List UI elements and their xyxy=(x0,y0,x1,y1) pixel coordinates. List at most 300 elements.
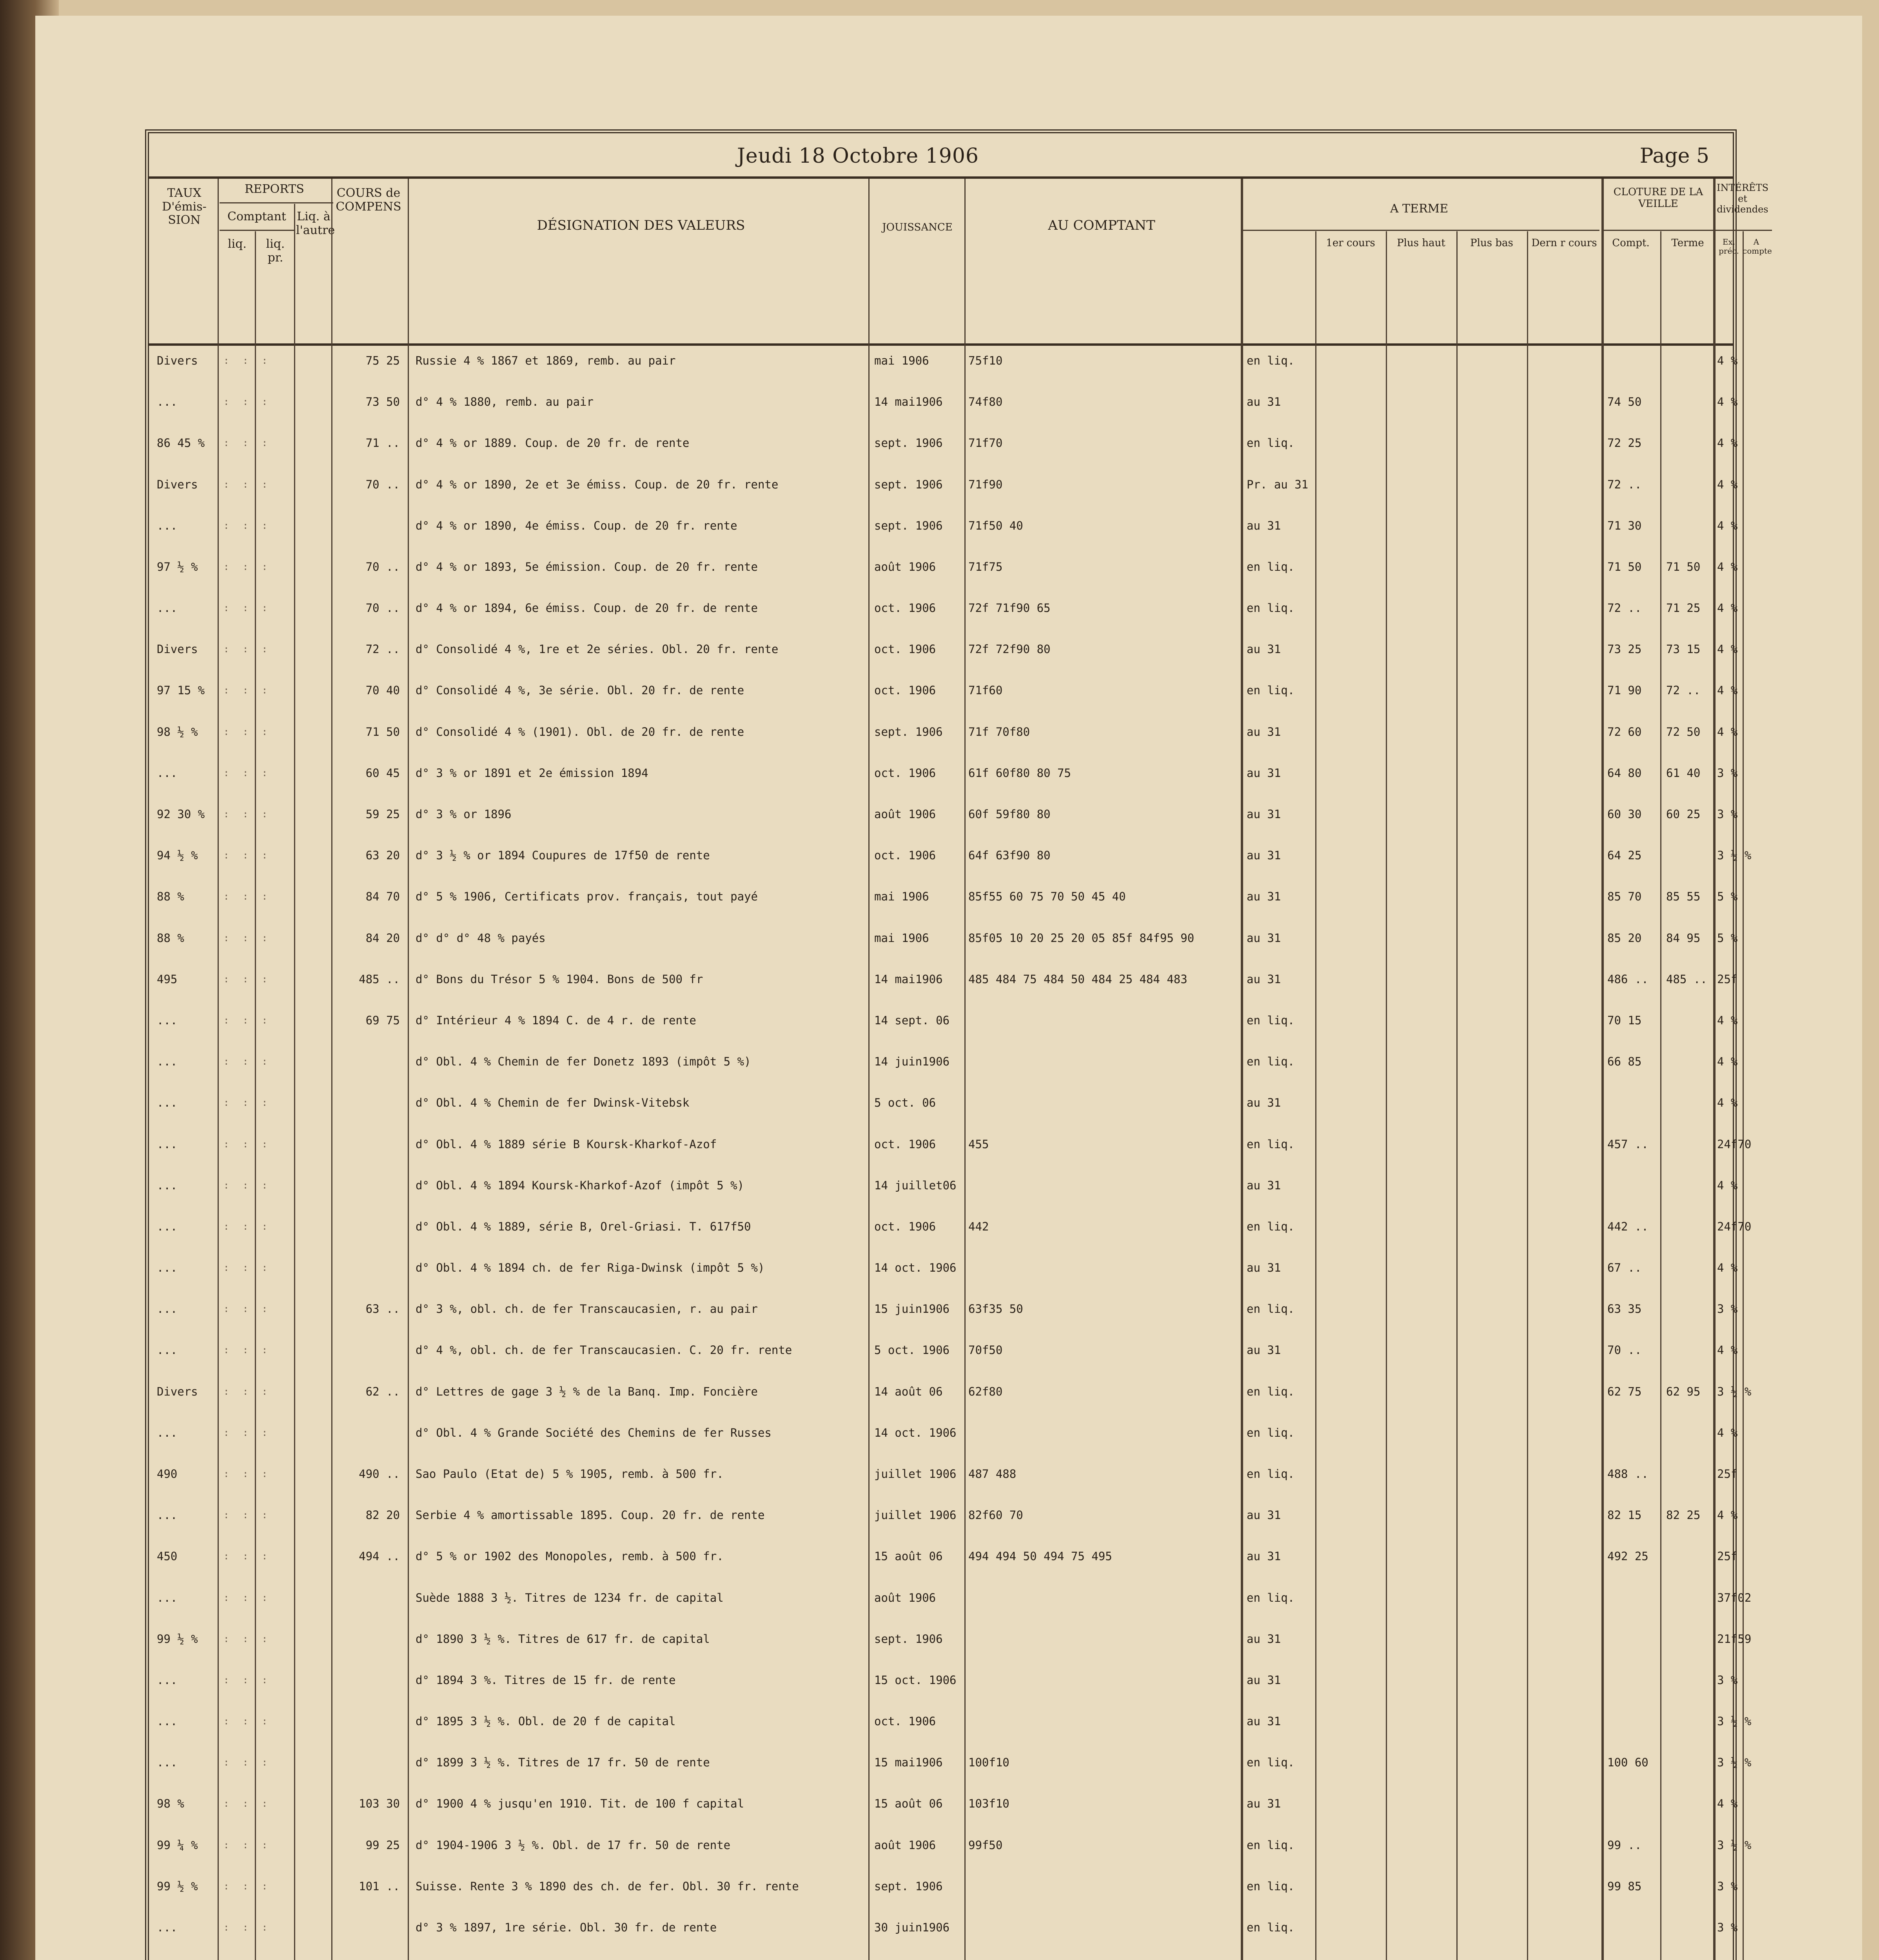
report-leaders: : : : xyxy=(223,1386,272,1397)
col-reports: REPORTS xyxy=(245,182,304,196)
row-cloture-terme: 84 95 xyxy=(1666,931,1701,945)
table-row xyxy=(149,1338,1738,1362)
col-jouissance: JOUISSANCE xyxy=(882,221,953,233)
row-designation: Suède 1888 3 ½. Titres de 1234 fr. de capital xyxy=(416,1591,724,1604)
row-cloture-compt: 60 30 xyxy=(1607,808,1642,821)
row-designation: d° 1904-1906 3 ½ %. Obl. de 17 fr. 50 de rente xyxy=(416,1838,731,1852)
table-row xyxy=(149,1875,1738,1898)
row-taux: 99 ½ % xyxy=(157,1879,198,1893)
report-leaders: : : : xyxy=(223,932,272,944)
row-cours: 72 .. xyxy=(365,642,400,656)
row-terme: au 31 xyxy=(1247,1632,1281,1646)
row-interet: 25f xyxy=(1717,972,1738,986)
row-designation: d° Obl. 4 % 1894 ch. de fer Riga-Dwinsk (impôt 5 %) xyxy=(416,1261,765,1275)
report-leaders: : : : xyxy=(223,809,272,820)
row-cours: 70 .. xyxy=(365,560,400,573)
row-taux: ... xyxy=(157,1921,178,1935)
row-interet: 25f xyxy=(1717,1467,1738,1481)
row-interet: 4 % xyxy=(1717,519,1738,532)
row-cloture-compt: 62 75 xyxy=(1607,1385,1642,1398)
row-jouissance: 5 oct. 1906 xyxy=(874,1343,950,1357)
row-taux: ... xyxy=(157,1715,178,1728)
report-leaders: : : : xyxy=(223,1345,272,1356)
row-designation xyxy=(416,1957,866,1960)
row-designation: d° Consolidé 4 % (1901). Obl. de 20 fr. de rente xyxy=(416,725,744,739)
table-row xyxy=(149,926,1738,950)
report-leaders: : : : xyxy=(223,1180,272,1191)
table-row xyxy=(149,1586,1752,1610)
row-cours: 70 .. xyxy=(365,477,400,491)
row-cloture-compt: 74 50 xyxy=(1607,395,1642,409)
report-leaders: : : : xyxy=(223,1014,272,1026)
row-terme: au 31 xyxy=(1247,1508,1281,1522)
row-terme: au 31 xyxy=(1247,519,1281,532)
report-leaders: : : : xyxy=(223,1716,272,1727)
table-row xyxy=(149,1380,1752,1403)
report-leaders: : : : xyxy=(223,1839,272,1851)
row-terme: au 31 xyxy=(1247,972,1281,986)
row-designation: d° 4 % 1880, remb. au pair xyxy=(416,395,594,409)
row-terme: au 31 xyxy=(1247,1673,1281,1687)
row-comptant: 99f50 xyxy=(968,1838,1003,1852)
row-jouissance: oct. 1906 xyxy=(874,684,936,697)
table-row xyxy=(149,1627,1752,1651)
row-designation: d° 1890 3 ½ %. Titres de 617 fr. de capital xyxy=(416,1632,710,1646)
row-cloture-compt: 73 25 xyxy=(1607,642,1642,656)
row-terme: au 31 xyxy=(1247,395,1281,409)
row-taux: 495 xyxy=(157,972,178,986)
table-row xyxy=(149,802,1738,826)
row-jouissance: 14 août 06 xyxy=(874,1385,943,1398)
row-comptant: 70f50 xyxy=(968,1343,1003,1357)
row-cours: 60 45 xyxy=(365,766,400,780)
row-comptant: 71f 70f80 xyxy=(968,725,1030,739)
table-row xyxy=(149,596,1738,620)
row-cloture-terme: 85 55 xyxy=(1666,890,1701,904)
report-leaders: : : : xyxy=(223,1922,272,1933)
row-cloture-terme: 485 .. xyxy=(1666,972,1707,986)
table-row xyxy=(149,637,1738,661)
row-designation: d° Obl. 4 % Chemin de fer Donetz 1893 (impôt 5 %) xyxy=(416,1055,751,1069)
row-comptant xyxy=(968,1957,1235,1960)
report-leaders: : : : xyxy=(223,1510,272,1521)
report-leaders: : : : xyxy=(223,1551,272,1562)
col-cours: COURS de COMPENS xyxy=(336,186,401,214)
row-taux: 94 ½ % xyxy=(157,849,198,862)
row-designation: d° 4 % or 1890, 4e émiss. Coup. de 20 fr. rente xyxy=(416,519,737,532)
row-interet: 4 % xyxy=(1717,1055,1738,1069)
row-taux: 99 ¼ % xyxy=(157,1838,198,1852)
col-liq2: liq. pr. xyxy=(266,237,285,265)
row-interet: 4 % xyxy=(1717,1013,1738,1027)
table-row xyxy=(149,514,1738,537)
row-interet: 4 % xyxy=(1717,1426,1738,1439)
row-taux: ... xyxy=(157,1302,178,1316)
row-cours: 84 20 xyxy=(365,931,400,945)
row-interet: 24f70 xyxy=(1717,1220,1752,1233)
row-designation: d° Consolidé 4 %, 1re et 2e séries. Obl. 20 fr. rente xyxy=(416,642,779,656)
row-cours: 71 50 xyxy=(365,725,400,739)
row-interet: 37f02 xyxy=(1717,1591,1752,1604)
row-cloture-compt: 85 20 xyxy=(1607,931,1642,945)
row-jouissance: 14 juin1906 xyxy=(874,1055,950,1069)
row-terme: Pr. au 31 xyxy=(1247,477,1309,491)
row-terme: en liq. xyxy=(1247,354,1295,367)
table-row xyxy=(149,1009,1738,1032)
row-terme: en liq. xyxy=(1247,1426,1295,1439)
row-jouissance: 14 oct. 1906 xyxy=(874,1426,957,1439)
row-taux: ... xyxy=(157,1220,178,1233)
row-designation: d° 3 ½ % or 1894 Coupures de 17f50 de rente xyxy=(416,849,710,862)
row-taux: 97 ½ % xyxy=(157,560,198,573)
page-header xyxy=(149,133,1733,179)
row-comptant: 455 xyxy=(968,1137,989,1151)
row-jouissance: mai 1906 xyxy=(874,890,929,904)
row-taux: ... xyxy=(157,395,178,409)
row-taux: 92 30 % xyxy=(157,808,205,821)
table-row xyxy=(149,1215,1752,1238)
newspaper-page xyxy=(35,16,1862,1960)
row-designation: Russie 4 % 1867 et 1869, remb. au pair xyxy=(416,354,676,367)
row-cloture-terme: 61 40 xyxy=(1666,766,1701,780)
row-designation: d° Obl. 4 % 1894 Koursk-Kharkof-Azof (impôt 5 %) xyxy=(416,1178,744,1192)
row-cloture-terme: 72 .. xyxy=(1666,684,1701,697)
col-plus-haut: Plus haut xyxy=(1397,237,1445,249)
row-cours: 70 40 xyxy=(365,684,400,697)
row-jouissance: oct. 1906 xyxy=(874,1715,936,1728)
row-designation: Serbie 4 % amortissable 1895. Coup. 20 fr. de rente xyxy=(416,1508,765,1522)
row-cours xyxy=(333,1957,400,1960)
row-interet: 4 % xyxy=(1717,560,1738,573)
row-taux: 98 % xyxy=(157,1797,184,1811)
row-taux: ... xyxy=(157,1137,178,1151)
row-designation: d° 4 %, obl. ch. de fer Transcaucasien. C. 20 fr. rente xyxy=(416,1343,792,1357)
row-interet: 4 % xyxy=(1717,601,1738,615)
row-jouissance: sept. 1906 xyxy=(874,519,943,532)
row-comptant: 485 484 75 484 50 484 25 484 483 xyxy=(968,972,1187,986)
column-headers xyxy=(149,179,1772,346)
row-cours: 490 .. xyxy=(359,1467,400,1481)
row-taux: 450 xyxy=(157,1550,178,1563)
report-leaders: : : : xyxy=(223,1262,272,1274)
row-comptant: 60f 59f80 80 xyxy=(968,808,1051,821)
row-comptant: 71f60 xyxy=(968,684,1003,697)
row-jouissance: mai 1906 xyxy=(874,931,929,945)
row-terme: au 31 xyxy=(1247,1343,1281,1357)
row-taux: 99 ½ % xyxy=(157,1632,198,1646)
row-cours: 82 20 xyxy=(365,1508,400,1522)
table-row xyxy=(149,1751,1752,1774)
row-comptant: 71f70 xyxy=(968,436,1003,450)
row-comptant: 75f10 xyxy=(968,354,1003,367)
row-interet: 3 % xyxy=(1717,1879,1738,1893)
row-jouissance: sept. 1906 xyxy=(874,436,943,450)
row-jouissance: 15 oct. 1906 xyxy=(874,1673,957,1687)
row-cours: 71 .. xyxy=(365,436,400,450)
row-designation: d° 3 % or 1891 et 2e émission 1894 xyxy=(416,766,648,780)
row-comptant: 100f10 xyxy=(968,1756,1009,1769)
row-jouissance: août 1906 xyxy=(874,1838,936,1852)
row-cloture-terme: 72 50 xyxy=(1666,725,1701,739)
row-interet: 3 % xyxy=(1717,1921,1738,1935)
row-jouissance: sept. 1906 xyxy=(874,1632,943,1646)
row-terme xyxy=(1247,1957,1313,1960)
row-cloture-compt: 85 70 xyxy=(1607,890,1642,904)
row-cours: 69 75 xyxy=(365,1013,400,1027)
row-jouissance: 15 août 06 xyxy=(874,1797,943,1811)
row-jouissance: oct. 1906 xyxy=(874,849,936,862)
row-taux: 97 15 % xyxy=(157,684,205,697)
row-comptant: 85f55 60 75 70 50 45 40 xyxy=(968,890,1126,904)
row-taux: 88 % xyxy=(157,890,184,904)
row-terme: en liq. xyxy=(1247,1879,1295,1893)
row-comptant: 103f10 xyxy=(968,1797,1009,1811)
report-leaders: : : : xyxy=(223,850,272,861)
col-taux: TAUX D'émis- SION xyxy=(162,186,207,227)
table-row xyxy=(149,1833,1752,1857)
table-row xyxy=(149,1916,1738,1939)
row-taux: ... xyxy=(157,601,178,615)
row-interet: 4 % xyxy=(1717,1343,1738,1357)
row-designation: d° 4 % or 1889. Coup. de 20 fr. de rente xyxy=(416,436,690,450)
row-jouissance: août 1906 xyxy=(874,808,936,821)
table-row xyxy=(149,1792,1738,1815)
row-designation: d° 4 % or 1893, 5e émission. Coup. de 20 fr. rente xyxy=(416,560,758,573)
row-cours: 75 25 xyxy=(365,354,400,367)
row-interet: 4 % xyxy=(1717,1096,1738,1110)
row-cloture-compt: 64 25 xyxy=(1607,849,1642,862)
row-taux: ... xyxy=(157,1261,178,1275)
row-terme: en liq. xyxy=(1247,436,1295,450)
table-row xyxy=(149,473,1738,496)
row-interet: 4 % xyxy=(1717,1508,1738,1522)
row-designation: d° Bons du Trésor 5 % 1904. Bons de 500 fr xyxy=(416,972,703,986)
row-interet: 4 % xyxy=(1717,477,1738,491)
col-liq1: liq. xyxy=(228,237,247,251)
table-row xyxy=(149,1091,1738,1114)
row-comptant: 82f60 70 xyxy=(968,1508,1023,1522)
row-designation: d° Lettres de gage 3 ½ % de la Banq. Imp. Foncière xyxy=(416,1385,758,1398)
row-taux: 490 xyxy=(157,1467,178,1481)
row-jouissance: 14 mai1906 xyxy=(874,972,943,986)
row-taux: Divers xyxy=(157,477,198,491)
row-terme: en liq. xyxy=(1247,1467,1295,1481)
row-designation: d° Intérieur 4 % 1894 C. de 4 r. de rente xyxy=(416,1013,696,1027)
row-jouissance: oct. 1906 xyxy=(874,1137,936,1151)
row-comptant: 442 xyxy=(968,1220,989,1233)
row-comptant: 62f80 xyxy=(968,1385,1003,1398)
row-designation: d° Obl. 4 % 1889, série B, Orel-Griasi. T. 617f50 xyxy=(416,1220,751,1233)
report-leaders: : : : xyxy=(223,603,272,614)
col-designation: DÉSIGNATION DES VALEURS xyxy=(537,218,745,233)
report-leaders: : : : xyxy=(223,1798,272,1809)
row-terme: en liq. xyxy=(1247,1921,1295,1935)
row-comptant: 61f 60f80 80 75 xyxy=(968,766,1071,780)
row-cours: 62 .. xyxy=(365,1385,400,1398)
row-cloture-terme: 71 25 xyxy=(1666,601,1701,615)
row-interet: 4 % xyxy=(1717,1797,1738,1811)
col-premier-cours: 1er cours xyxy=(1326,237,1375,249)
row-taux: ... xyxy=(157,1096,178,1110)
row-cours: 63 .. xyxy=(365,1302,400,1316)
row-jouissance: sept. 1906 xyxy=(874,1879,943,1893)
row-jouissance: 15 août 06 xyxy=(874,1550,943,1563)
report-leaders: : : : xyxy=(223,1592,272,1603)
row-designation: d° 1894 3 %. Titres de 15 fr. de rente xyxy=(416,1673,676,1687)
row-taux: ... xyxy=(157,1508,178,1522)
row-terme: en liq. xyxy=(1247,1013,1295,1027)
table-row xyxy=(149,1132,1752,1156)
row-designation: d° Consolidé 4 %, 3e série. Obl. 20 fr. de rente xyxy=(416,684,744,697)
col-cloture-terme: Terme xyxy=(1671,237,1704,249)
row-taux: 88 % xyxy=(157,931,184,945)
table-row xyxy=(149,1256,1738,1279)
report-leaders: : : : xyxy=(223,1674,272,1686)
report-leaders: : : : xyxy=(223,437,272,449)
report-leaders: : : : xyxy=(223,973,272,985)
row-interet: 4 % xyxy=(1717,354,1738,367)
row-designation: d° 1900 4 % jusqu'en 1910. Tit. de 100 f capital xyxy=(416,1797,744,1811)
row-cloture-terme: 82 25 xyxy=(1666,1508,1701,1522)
row-jouissance: 14 sept. 06 xyxy=(874,1013,950,1027)
row-terme: en liq. xyxy=(1247,1220,1295,1233)
row-cloture-compt: 100 60 xyxy=(1607,1756,1648,1769)
col-acompte: A compte xyxy=(1743,237,1772,256)
row-interet: 3 % xyxy=(1717,766,1738,780)
row-interet: 3 ½ % xyxy=(1717,1715,1752,1728)
row-comptant: 71f90 xyxy=(968,477,1003,491)
row-cours: 101 .. xyxy=(359,1879,400,1893)
row-taux: ... xyxy=(157,1013,178,1027)
row-interet: 4 % xyxy=(1717,725,1738,739)
table-row xyxy=(149,1297,1738,1321)
col-interets: INTÉRÊTS et dividendes xyxy=(1716,182,1769,215)
row-cloture-compt: 71 50 xyxy=(1607,560,1642,573)
report-leaders: : : : xyxy=(223,1303,272,1315)
table-row xyxy=(149,761,1738,785)
row-interet: 4 % xyxy=(1717,1261,1738,1275)
table-row xyxy=(149,1710,1752,1733)
row-taux: ... xyxy=(157,1426,178,1439)
row-jouissance: 15 juin1906 xyxy=(874,1302,950,1316)
report-leaders: : : : xyxy=(223,1221,272,1232)
row-terme: au 31 xyxy=(1247,766,1281,780)
row-comptant: 72f 71f90 65 xyxy=(968,601,1051,615)
row-cloture-terme: 62 95 xyxy=(1666,1385,1701,1398)
quotations-table xyxy=(149,345,1752,1960)
report-leaders: : : : xyxy=(223,1468,272,1479)
row-designation: d° 3 % or 1896 xyxy=(416,808,512,821)
row-interet: 4 % xyxy=(1717,642,1738,656)
row-designation: d° 4 % or 1894, 6e émiss. Coup. de 20 fr. de rente xyxy=(416,601,758,615)
row-terme: en liq. xyxy=(1247,1302,1295,1316)
row-cloture-compt: 82 15 xyxy=(1607,1508,1642,1522)
row-cloture-compt: 71 30 xyxy=(1607,519,1642,532)
table-row xyxy=(149,1050,1738,1073)
row-designation: Suisse. Rente 3 % 1890 des ch. de fer. Obl. 30 fr. rente xyxy=(416,1879,799,1893)
table-row xyxy=(149,1503,1738,1527)
row-interet: 3 % xyxy=(1717,1302,1738,1316)
row-designation: d° Obl. 4 % Chemin de fer Dwinsk-Vitebsk xyxy=(416,1096,690,1110)
row-cloture-compt: 442 .. xyxy=(1607,1220,1648,1233)
row-comptant: 85f05 10 20 25 20 05 85f 84f95 90 xyxy=(968,931,1195,945)
row-interet: 5 % xyxy=(1717,890,1738,904)
row-designation: d° 3 %, obl. ch. de fer Transcaucasien, r. au pair xyxy=(416,1302,758,1316)
row-cloture-compt: 492 25 xyxy=(1607,1550,1648,1563)
row-cours: 103 30 xyxy=(359,1797,400,1811)
row-cloture-compt: 70 .. xyxy=(1607,1343,1642,1357)
report-leaders: : : : xyxy=(223,1138,272,1150)
row-terme: au 31 xyxy=(1247,725,1281,739)
row-terme: au 31 xyxy=(1247,1797,1281,1811)
table-row xyxy=(149,844,1752,867)
row-jouissance: juillet 1906 xyxy=(874,1508,957,1522)
row-cloture-compt: 72 60 xyxy=(1607,725,1642,739)
row-jouissance: juillet 1906 xyxy=(874,1467,957,1481)
report-leaders: : : : xyxy=(223,1633,272,1644)
row-interet: 21f59 xyxy=(1717,1632,1752,1646)
row-jouissance: oct. 1906 xyxy=(874,601,936,615)
row-taux: Divers xyxy=(157,642,198,656)
row-taux: ... xyxy=(157,1055,178,1069)
row-taux: 86 45 % xyxy=(157,436,205,450)
row-interet: 3 ½ % xyxy=(1717,1385,1752,1398)
row-designation: d° 4 % or 1890, 2e et 3e émiss. Coup. de 20 fr. rente xyxy=(416,477,779,491)
row-cloture-compt: 486 .. xyxy=(1607,972,1648,986)
row-taux: ... xyxy=(157,1591,178,1604)
row-designation: d° Obl. 4 % Grande Société des Chemins de fer Russes xyxy=(416,1426,772,1439)
row-terme: en liq. xyxy=(1247,1756,1295,1769)
row-cloture-compt: 99 .. xyxy=(1607,1838,1642,1852)
row-cours: 494 .. xyxy=(359,1550,400,1563)
row-designation: d° Obl. 4 % 1889 série B Koursk-Kharkof-Azof xyxy=(416,1137,717,1151)
row-terme: au 31 xyxy=(1247,1096,1281,1110)
row-terme: en liq. xyxy=(1247,1838,1295,1852)
report-leaders: : : : xyxy=(223,1880,272,1892)
row-taux: 98 ½ % xyxy=(157,725,198,739)
report-leaders: : : : xyxy=(223,396,272,408)
row-cloture-compt: 66 85 xyxy=(1607,1055,1642,1069)
row-cloture-compt: 488 .. xyxy=(1607,1467,1648,1481)
row-cours: 70 .. xyxy=(365,601,400,615)
col-plus-bas: Plus bas xyxy=(1470,237,1513,249)
report-leaders: : : : xyxy=(223,1097,272,1109)
row-comptant: 71f75 xyxy=(968,560,1003,573)
row-cloture-compt: 72 .. xyxy=(1607,601,1642,615)
col-dernier-cours: Dern r cours xyxy=(1531,237,1597,249)
row-comptant: 64f 63f90 80 xyxy=(968,849,1051,862)
col-a-terme: A TERME xyxy=(1390,202,1449,216)
report-leaders: : : : xyxy=(223,1757,272,1768)
table-row xyxy=(149,1174,1738,1197)
row-jouissance: sept. 1906 xyxy=(874,477,943,491)
row-interet: 4 % xyxy=(1717,436,1738,450)
report-leaders: : : : xyxy=(223,355,272,366)
row-terme: au 31 xyxy=(1247,890,1281,904)
row-terme: au 31 xyxy=(1247,1715,1281,1728)
col-comptant: Comptant xyxy=(227,210,286,223)
table-row xyxy=(149,555,1738,579)
report-leaders: : : : xyxy=(223,767,272,779)
row-interet: 4 % xyxy=(1717,684,1738,697)
row-jouissance: 5 oct. 06 xyxy=(874,1096,936,1110)
row-terme: en liq. xyxy=(1247,1055,1295,1069)
row-interet: 3 ½ % xyxy=(1717,1838,1752,1852)
row-cours: 59 25 xyxy=(365,808,400,821)
row-taux: ... xyxy=(157,1673,178,1687)
table-row xyxy=(149,885,1738,908)
row-terme: au 31 xyxy=(1247,1261,1281,1275)
